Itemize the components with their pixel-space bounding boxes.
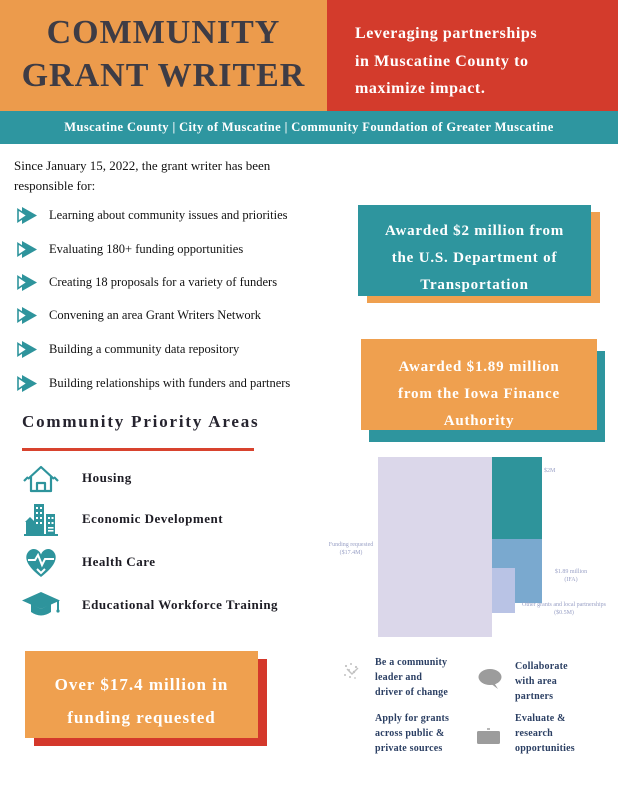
list-item xyxy=(16,237,356,261)
arrow-bullet-icon xyxy=(16,341,38,358)
speech-bubble-icon xyxy=(477,668,507,697)
page-title-line2: GRANT WRITER xyxy=(21,56,306,94)
chart-label-funding-requested: Funding requested ($17.4M) xyxy=(328,542,374,556)
priority-areas-heading: Community Priority Areas xyxy=(22,412,260,431)
house-icon xyxy=(21,462,61,495)
header-red-block xyxy=(327,0,618,111)
list-item xyxy=(16,270,356,294)
list-item-label: Building a community data repository xyxy=(49,341,240,356)
list-item-label: Evaluating 180+ funding opportunities xyxy=(49,241,244,256)
next-step-apply: Apply for grants across public & private sources xyxy=(375,713,450,754)
red-divider xyxy=(22,448,254,451)
arrow-bullet-icon xyxy=(16,274,38,291)
list-item-label: Convening an area Grant Writers Network xyxy=(49,307,262,322)
graduation-cap-icon xyxy=(20,590,62,620)
tagline: Leveraging partnerships in Muscatine County to maximize impact. xyxy=(355,25,538,98)
list-item-label: Building relationships with funders and partners xyxy=(49,375,291,390)
arrow-bullet-icon xyxy=(16,207,38,224)
arrow-bullet-icon xyxy=(16,375,38,392)
list-item xyxy=(16,371,356,395)
priority-item-educational-workforce-training: Educational Workforce Training xyxy=(20,586,350,624)
chart-label-other-awards: Other grants and local partnerships ($0.5M) xyxy=(522,602,606,616)
buildings-icon xyxy=(22,501,60,537)
chart-label-ifa-award: $1.89 million (IFA) xyxy=(554,569,588,583)
chart-label-dot-award: $2M xyxy=(544,468,556,474)
ifa-award-box: Awarded $1.89 million from the Iowa Finance Authority xyxy=(361,339,597,430)
list-item-label: Learning about community issues and priorities xyxy=(49,207,288,222)
next-step-leader: Be a community leader and driver of change xyxy=(375,657,449,698)
partners-bar: Muscatine County | City of Muscatine | Community Foundation of Greater Muscatine xyxy=(0,111,618,144)
header-orange-block xyxy=(0,0,327,111)
page-title xyxy=(0,12,327,97)
next-step-evaluate: Evaluate & research opportunities xyxy=(515,713,575,754)
page-title-line1: COMMUNITY xyxy=(46,14,281,51)
list-item xyxy=(16,303,356,327)
arrow-bullet-icon xyxy=(16,241,38,258)
funding-requested-box: Over $17.4 million in funding requested xyxy=(25,651,258,738)
arrow-bullet-icon xyxy=(16,307,38,324)
chart-block-other-awards xyxy=(492,568,515,613)
intro-text: Since January 15, 2022, the grant writer has been responsible for: xyxy=(14,158,271,194)
priority-item-health-care: Health Care xyxy=(20,543,350,581)
list-item xyxy=(16,337,356,361)
priority-item-housing: Housing xyxy=(20,459,350,497)
dot-award-box: Awarded $2 million from the U.S. Department of Transportation xyxy=(358,205,591,296)
chart-block-dot-award xyxy=(492,457,542,539)
heart-pulse-icon xyxy=(22,545,60,579)
priority-item-economic-development: Economic Development xyxy=(20,500,350,538)
next-step-collaborate: Collaborate with area partners xyxy=(515,661,568,702)
list-item-label: Creating 18 proposals for a variety of funders xyxy=(49,274,278,289)
sparkle-leader-icon xyxy=(341,661,365,690)
chart-block-funding-requested xyxy=(378,457,492,637)
list-item xyxy=(16,203,356,227)
briefcase-icon xyxy=(476,727,502,750)
